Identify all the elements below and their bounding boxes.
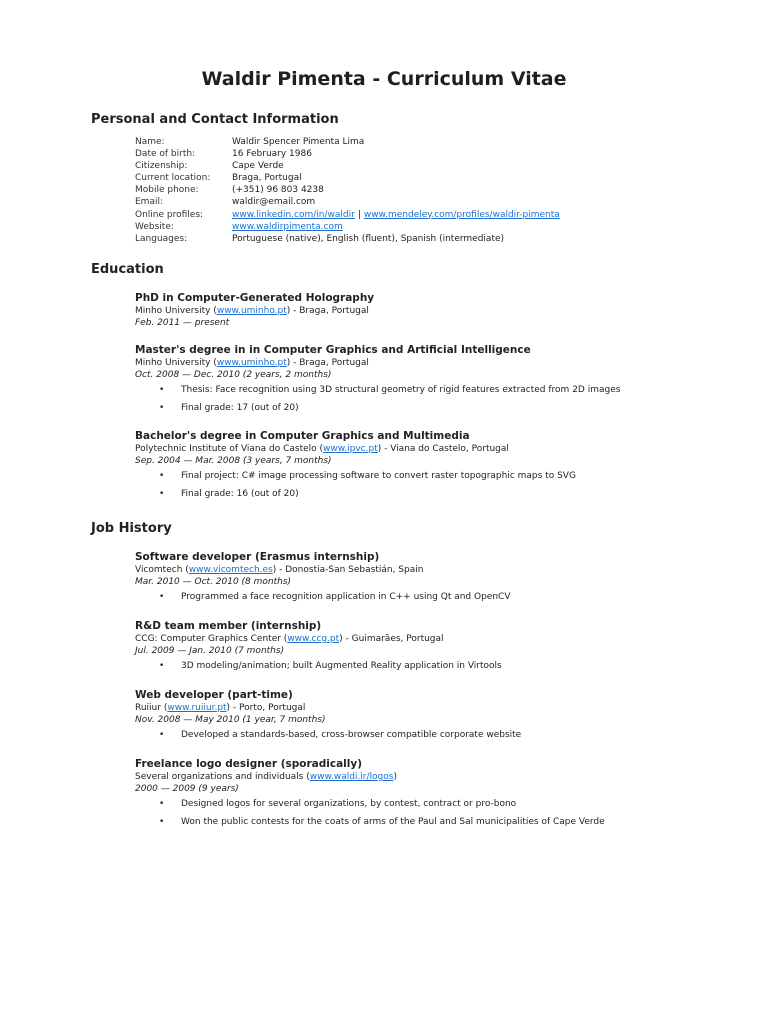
contact-label: Languages: — [135, 233, 188, 244]
website-link[interactable]: www.waldirpimenta.com — [232, 221, 343, 232]
entry-organization: Several organizations and individuals (www.waldi.ir/logos) — [135, 772, 397, 782]
contact-value: waldir@email.com — [232, 197, 316, 208]
entry-date: Nov. 2008 — May 2010 (1 year, 7 months) — [135, 715, 326, 725]
contact-value: Braga, Portugal — [232, 173, 302, 184]
entry-title: Software developer (Erasmus internship) — [135, 551, 380, 563]
contact-label: Citizenship: — [135, 161, 188, 172]
entry-title: PhD in Computer-Generated Holography — [135, 292, 375, 304]
contact-label: Name: — [135, 137, 165, 147]
entry-date: 2000 — 2009 (9 years) — [135, 784, 239, 794]
job-entry-freelance — [135, 758, 735, 831]
entry-bullets — [135, 795, 735, 831]
bullet-icon: • — [159, 489, 165, 499]
bullet-icon: • — [159, 592, 165, 602]
bullet-icon: • — [159, 385, 165, 395]
contact-table — [135, 136, 560, 245]
list-item: • Thesis: Face recognition using 3D structural geometry of rigid features extracted from 2D images — [135, 381, 735, 399]
entry-organization: Ruiiur (www.ruiiur.pt) - Porto, Portugal — [135, 703, 306, 713]
list-item: • Developed a standards-based, cross-browser compatible corporate website — [135, 726, 735, 744]
contact-value: Portuguese (native), English (fluent), Spanish (intermediate) — [232, 233, 505, 244]
entry-title: R&D team member (internship) — [135, 620, 322, 632]
job-entry-ccg — [135, 620, 735, 675]
contact-row-profiles — [135, 209, 560, 221]
contact-row-citizenship — [135, 160, 560, 172]
entry-date: Jul. 2009 — Jan. 2010 (7 months) — [135, 646, 285, 656]
entry-organization: Vicomtech (www.vicomtech.es) - Donostia-San Sebastián, Spain — [135, 565, 424, 575]
org-link[interactable]: www.ipvc.pt — [323, 444, 378, 454]
org-link[interactable]: www.ccg.pt — [287, 634, 340, 644]
mendeley-link[interactable]: www.mendeley.com/profiles/waldir-pimenta — [363, 209, 560, 220]
contact-label: Website: — [135, 221, 174, 232]
entry-title: Bachelor's degree in Computer Graphics and Multimedia — [135, 430, 470, 442]
contact-value: 16 February 1986 — [232, 149, 312, 160]
list-item: • 3D modeling/animation; built Augmented Reality application in Virtools — [135, 657, 735, 675]
contact-value: Waldir Spencer Pimenta Lima — [232, 137, 365, 147]
entry-bullets — [135, 381, 735, 417]
link-separator: | — [357, 209, 361, 220]
contact-label: Email: — [135, 197, 164, 208]
contact-row-email — [135, 196, 560, 208]
entry-bullets — [135, 467, 735, 503]
contact-label: Date of birth: — [135, 149, 196, 160]
job-entry-ruiiur — [135, 689, 735, 744]
entry-date: Feb. 2011 — present — [135, 318, 230, 328]
contact-label: Online profiles: — [135, 209, 204, 220]
contact-value: Cape Verde — [232, 161, 284, 172]
org-link[interactable]: www.vicomtech.es — [188, 565, 273, 575]
entry-date: Mar. 2010 — Oct. 2010 (8 months) — [135, 577, 292, 587]
entry-organization: Polytechnic Institute of Viana do Castelo (www.ipvc.pt) - Viana do Castelo, Portugal — [135, 444, 509, 454]
section-heading-education: Education — [91, 262, 164, 277]
entry-title: Freelance logo designer (sporadically) — [135, 758, 363, 770]
contact-row-location — [135, 172, 560, 184]
contact-row-phone — [135, 184, 560, 196]
bullet-icon: • — [159, 817, 165, 827]
entry-bullets — [135, 588, 735, 606]
contact-row-languages — [135, 233, 560, 245]
entry-bullets — [135, 657, 735, 675]
entry-organization: Minho University (www.uminho.pt) - Braga, Portugal — [135, 306, 369, 316]
contact-row-website — [135, 221, 560, 233]
entry-organization: CCG: Computer Graphics Center (www.ccg.pt) - Guimarães, Portugal — [135, 634, 444, 644]
bullet-icon: • — [159, 661, 165, 671]
education-entry-phd — [135, 292, 735, 329]
bullet-icon: • — [159, 471, 165, 481]
contact-row-dob — [135, 148, 560, 160]
list-item: • Won the public contests for the coats of arms of the Paul and Sal municipalities of Cape Verde — [135, 813, 735, 831]
job-entry-vicomtech — [135, 551, 735, 606]
list-item: • Programmed a face recognition application in C++ using Qt and OpenCV — [135, 588, 735, 606]
list-item: • Final project: C# image processing software to convert raster topographic maps to SVG — [135, 467, 735, 485]
contact-value — [232, 221, 343, 233]
entry-date: Oct. 2008 — Dec. 2010 (2 years, 2 months) — [135, 370, 332, 380]
list-item: • Final grade: 16 (out of 20) — [135, 485, 735, 503]
bullet-icon: • — [159, 730, 165, 740]
entry-title: Master's degree in in Computer Graphics and Artificial Intelligence — [135, 344, 531, 356]
contact-label: Mobile phone: — [135, 185, 199, 196]
section-heading-personal: Personal and Contact Information — [91, 112, 339, 127]
education-entry-bachelors — [135, 430, 735, 503]
entry-organization: Minho University (www.uminho.pt) - Braga, Portugal — [135, 358, 369, 368]
list-item: • Final grade: 17 (out of 20) — [135, 399, 735, 417]
bullet-icon: • — [159, 403, 165, 413]
page-title: Waldir Pimenta - Curriculum Vitae — [201, 68, 567, 90]
education-entry-masters — [135, 344, 735, 417]
bullet-icon: • — [159, 799, 165, 809]
entry-bullets — [135, 726, 735, 744]
contact-row-name — [135, 136, 560, 148]
org-link[interactable]: www.ruiiur.pt — [167, 703, 227, 713]
entry-title: Web developer (part-time) — [135, 689, 293, 701]
org-link[interactable]: www.waldi.ir/logos — [309, 772, 394, 782]
contact-value — [232, 209, 560, 221]
contact-label: Current location: — [135, 173, 211, 184]
linkedin-link[interactable]: www.linkedin.com/in/waldir — [232, 209, 355, 220]
org-link[interactable]: www.uminho.pt — [216, 358, 287, 368]
section-heading-jobs: Job History — [91, 521, 172, 536]
contact-value: (+351) 96 803 4238 — [232, 185, 324, 196]
org-link[interactable]: www.uminho.pt — [216, 306, 287, 316]
entry-date: Sep. 2004 — Mar. 2008 (3 years, 7 months) — [135, 456, 332, 466]
list-item: • Designed logos for several organizations, by contest, contract or pro-bono — [135, 795, 735, 813]
